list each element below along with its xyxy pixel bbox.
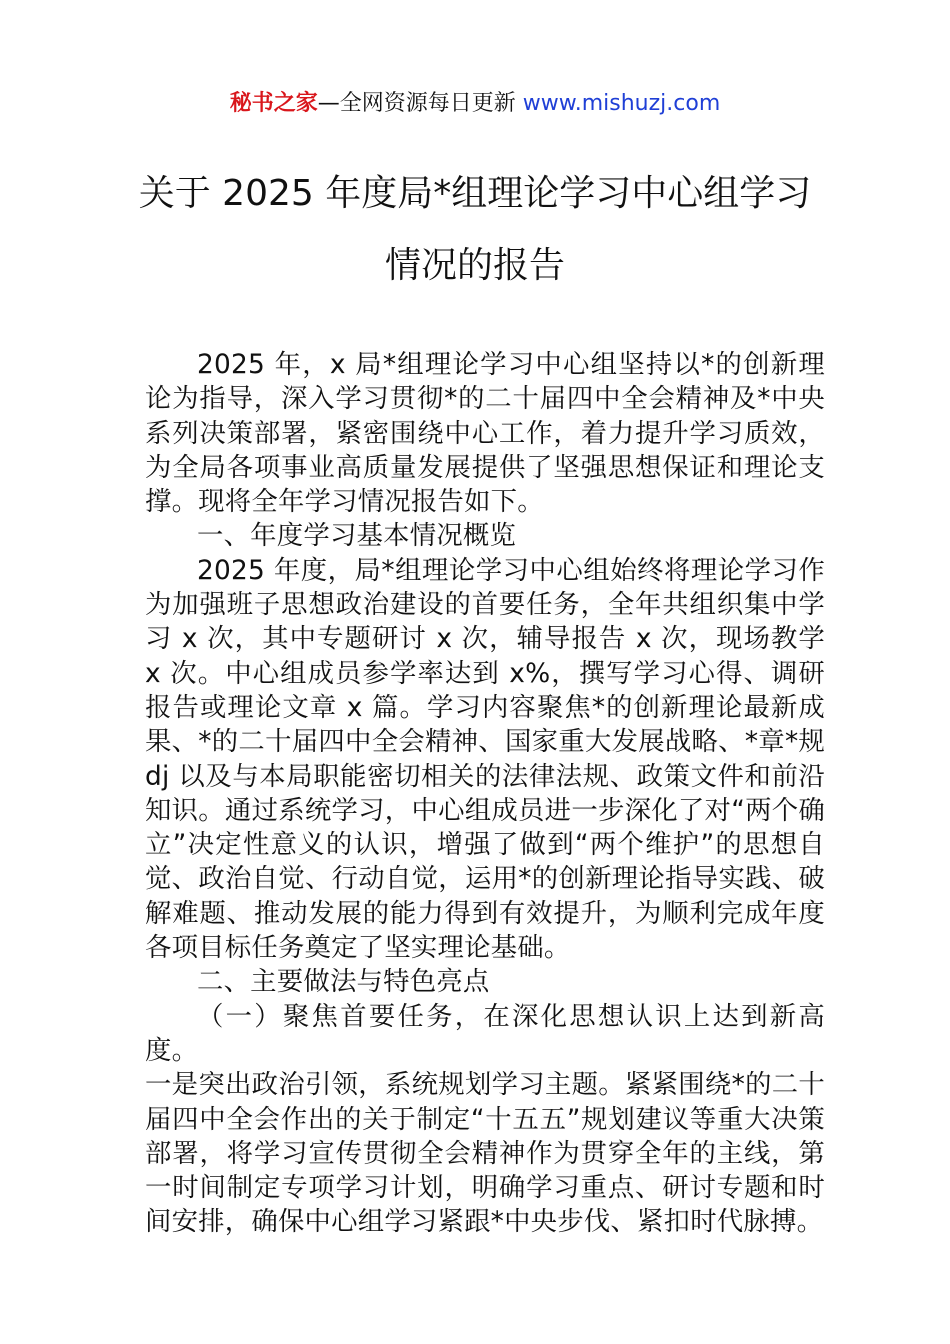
document-body <box>145 348 825 1240</box>
paragraph-overview: 2025 年度，局*组理论学习中心组始终将理论学习作为加强班子思想政治建设的首要任务，全年共组织集中学习 x 次，其中专题研讨 x 次，辅导报告 x 次，现场教学 x 次。中心组成员参学率达到 x%，撰写学习心得、调研报告或理论文章 x 篇。学习内容聚焦*的创新理论最新成果、*的二十届四中全会精神、国家重大发展战略、*章*规 dj 以及与本局职能密切相关的法律法规、政策文件和前沿知识。通过系统学习，中心组成员进一步深化了对“两个确立”决定性意义的认识，增强了做到“两个维护”的思想自觉、政治自觉、行动自觉，运用*的创新理论指导实践、破解难题、推动发展的能力得到有效提升，为顺利完成年度各项目标任务奠定了坚实理论基础。 <box>145 554 825 964</box>
paragraph-intro: 2025 年，x 局*组理论学习中心组坚持以*的创新理论为指导，深入学习贯彻*的二十届四中全会精神及*中央系列决策部署，紧密围绕中心工作，着力提升学习质效，为全局各项事业高质量发展提供了坚强思想保证和理论支撑。现将全年学习情况报告如下。 <box>145 349 825 518</box>
header-tagline: —全网资源每日更新 <box>317 91 516 116</box>
brand-name: 秘书之家 <box>229 91 318 116</box>
section-heading-1: 一、年度学习基本情况概览 <box>197 520 517 552</box>
document-title <box>0 158 950 302</box>
section-heading-2: 二、主要做法与特色亮点 <box>197 966 490 998</box>
site-url-link[interactable]: www.mishuzj.com <box>522 91 721 116</box>
site-header <box>0 88 950 120</box>
subsection-heading-1: （一）聚焦首要任务，在深化思想认识上达到新高度。 <box>145 1000 825 1066</box>
title-line-1: 关于 2025 年度局*组理论学习中心组学习 <box>138 173 812 214</box>
title-line-2: 情况的报告 <box>384 245 565 286</box>
paragraph-point-1: 一是突出政治引领，系统规划学习主题。紧紧围绕*的二十届四中全会作出的关于制定“十五五”规划建议等重大决策部署，将学习宣传贯彻全会精神作为贯穿全年的主线，第一时间制定专项学习计划，明确学习重点、研讨专题和时间安排，确保中心组学习紧跟*中央步伐、紧扣时代脉搏。 <box>145 1069 825 1238</box>
